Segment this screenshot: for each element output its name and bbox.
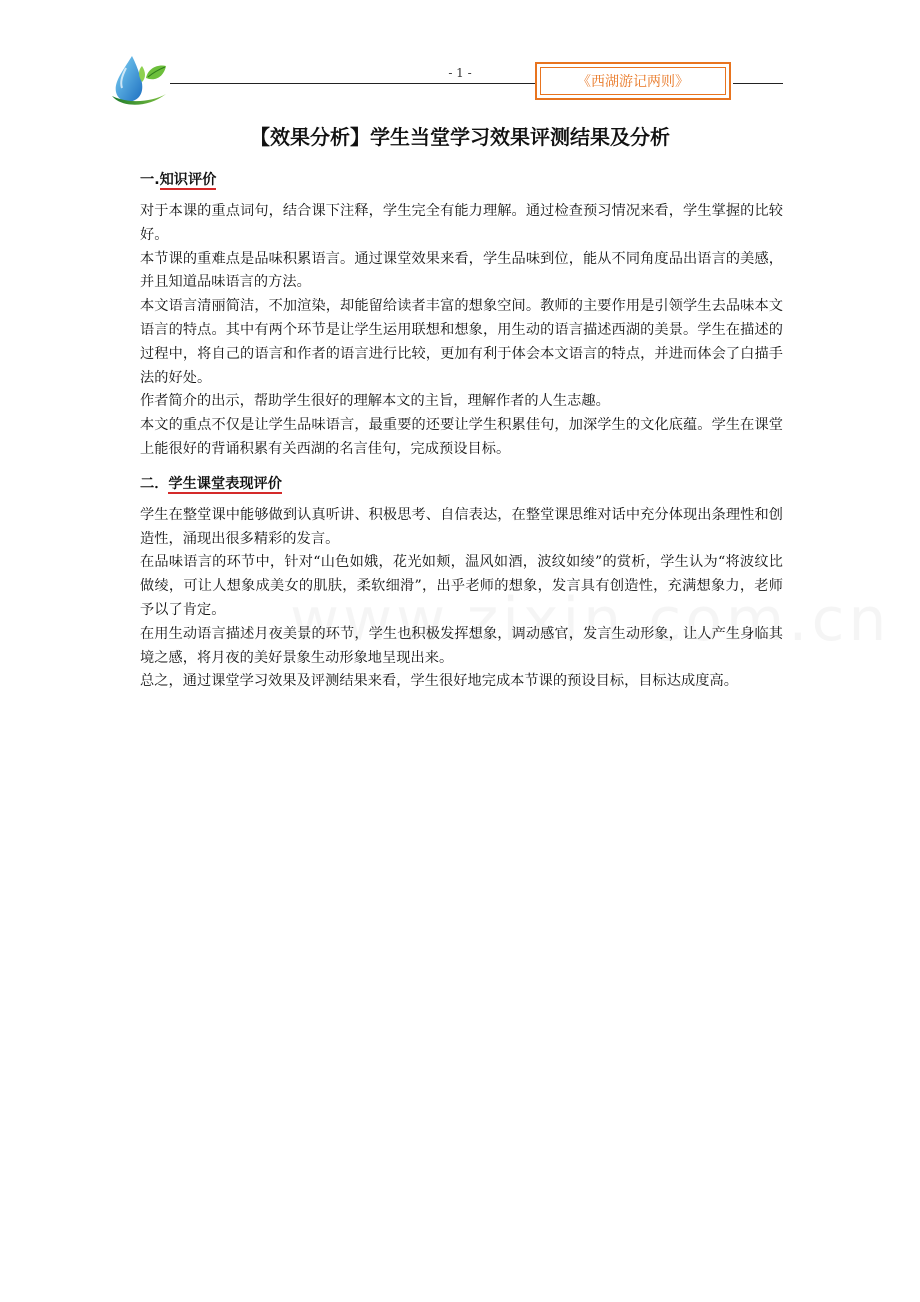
paragraph: 作者简介的出示，帮助学生很好的理解本文的主旨，理解作者的人生志趣。 <box>140 393 610 410</box>
page-number: - 1 - <box>448 66 472 80</box>
doc-name-label: 《西湖游记两则》 <box>540 67 726 95</box>
document-body <box>140 166 783 694</box>
section-prefix: 二． <box>140 475 169 492</box>
paragraph: 在用生动语言描述月夜美景的环节，学生也积极发挥想象，调动感官，发言生动形象，让人产生身临其境之感，将月夜的美好景象生动形象地呈现出来。 <box>140 625 783 666</box>
paragraph: 本节课的重难点是品味积累语言。通过课堂效果来看，学生品味到位，能从不同角度品出语言的美感，并且知道品味语言的方法。 <box>140 250 783 291</box>
water-drop-leaf-logo-icon <box>108 54 170 110</box>
paragraph: 在品味语言的环节中，针对“山色如娥，花光如颊，温风如酒，波纹如绫”的赏析，学生认为“将波纹比做绫，可让人想象成美女的肌肤，柔软细滑”，出乎老师的想象，发言具有创造性，充满想象力，老师予以了肯定。 <box>140 554 783 618</box>
paragraph: 本文的重点不仅是让学生品味语言，最重要的还要让学生积累佳句，加深学生的文化底蕴。学生在课堂上能很好的背诵积累有关西湖的名言佳句，完成预设目标。 <box>140 417 783 457</box>
document-title: 【效果分析】学生当堂学习效果评测结果及分析 <box>250 125 670 149</box>
header-rule-left <box>170 83 535 84</box>
paragraph: 总之，通过课堂学习效果及评测结果来看，学生很好地完成本节课的预设目标，目标达成度高。 <box>140 673 738 690</box>
section-prefix: 一. <box>140 172 160 188</box>
header-rule-right <box>733 83 783 84</box>
paragraph: 对于本课的重点词句，结合课下注释，学生完全有能力理解。通过检查预习情况来看，学生掌握的比较好。 <box>140 203 783 243</box>
paragraph: 本文语言清丽简洁，不加渲染，却能留给读者丰富的想象空间。教师的主要作用是引领学生去品味本文语言的特点。其中有两个环节是让学生运用联想和想象，用生动的语言描述西湖的美景。学生在描述的过程中，将自己的语言和作者的语言进行比较，更加有利于体会本文语言的特点，并进而体会了白描手法的好处。 <box>140 298 783 386</box>
section-title: 学生课堂表现评价 <box>168 475 282 492</box>
section-heading <box>140 166 783 194</box>
section-title: 知识评价 <box>159 172 217 188</box>
paragraph: 学生在整堂课中能够做到认真听讲、积极思考、自信表达，在整堂课思维对话中充分体现出条理性和创造性，涌现出很多精彩的发言。 <box>140 506 783 547</box>
section-heading <box>140 470 783 498</box>
doc-name-box <box>535 62 731 100</box>
